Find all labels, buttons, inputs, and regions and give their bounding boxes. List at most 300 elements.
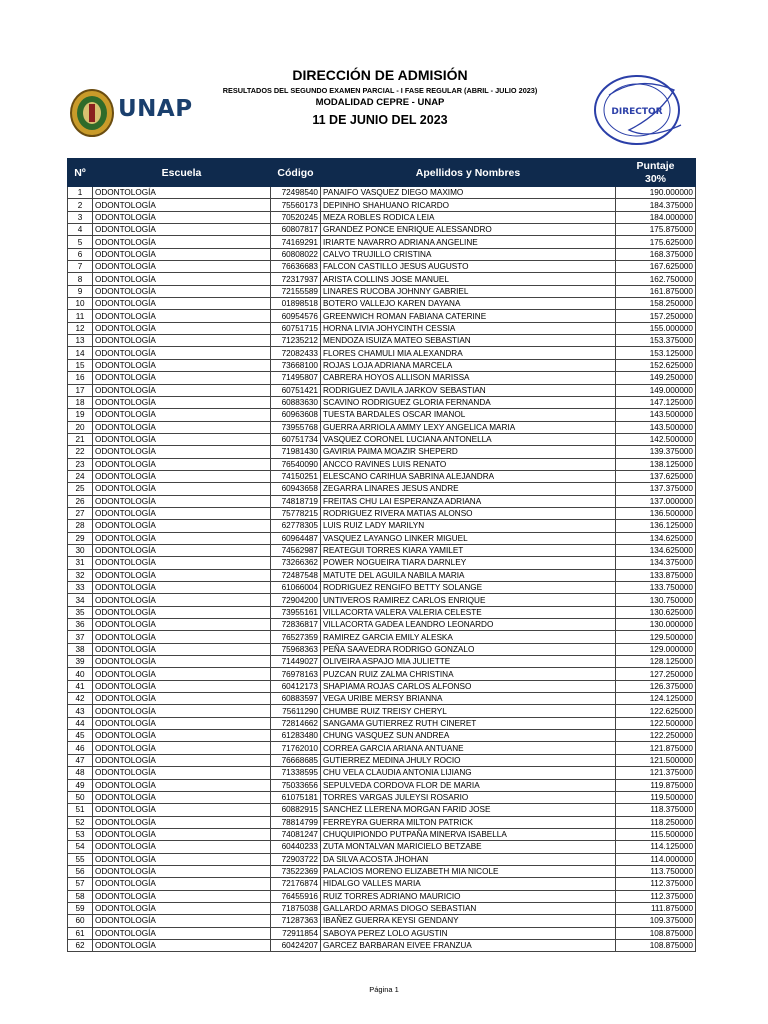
col-number-header: Nº: [68, 159, 93, 187]
row-number: 10: [68, 298, 93, 310]
table-row: [68, 298, 696, 310]
table-row: [68, 273, 696, 285]
name-cell: FREITAS CHU LAI ESPERANZA ADRIANA: [321, 495, 616, 507]
score-cell: 118.375000: [616, 804, 696, 816]
school-cell: ODONTOLOGÍA: [93, 680, 271, 692]
name-cell: TORRES VARGAS JULEYSI ROSARIO: [321, 791, 616, 803]
school-cell: ODONTOLOGÍA: [93, 754, 271, 766]
score-cell: 153.125000: [616, 347, 696, 359]
table-row: [68, 310, 696, 322]
table-row: [68, 754, 696, 766]
name-cell: DA SILVA ACOSTA JHOHAN: [321, 853, 616, 865]
table-row: [68, 730, 696, 742]
code-cell: 73955161: [271, 606, 321, 618]
unap-logo-text: UNAP: [118, 96, 193, 122]
score-cell: 137.000000: [616, 495, 696, 507]
table-row: [68, 656, 696, 668]
code-cell: 61283480: [271, 730, 321, 742]
code-cell: 60808022: [271, 248, 321, 260]
code-cell: 73668100: [271, 359, 321, 371]
score-cell: 153.375000: [616, 335, 696, 347]
school-cell: ODONTOLOGÍA: [93, 878, 271, 890]
code-cell: 75968363: [271, 643, 321, 655]
name-cell: VASQUEZ LAYANGO LINKER MIGUEL: [321, 532, 616, 544]
table-row: [68, 791, 696, 803]
row-number: 39: [68, 656, 93, 668]
code-cell: 74818719: [271, 495, 321, 507]
row-number: 8: [68, 273, 93, 285]
school-cell: ODONTOLOGÍA: [93, 236, 271, 248]
code-cell: 60751734: [271, 433, 321, 445]
score-cell: 119.500000: [616, 791, 696, 803]
name-cell: ELESCANO CARIHUA SABRINA ALEJANDRA: [321, 470, 616, 482]
table-row: [68, 878, 696, 890]
row-number: 48: [68, 767, 93, 779]
code-cell: 76540090: [271, 458, 321, 470]
code-cell: 74081247: [271, 828, 321, 840]
table-row: [68, 693, 696, 705]
code-cell: 76455916: [271, 890, 321, 902]
name-cell: BOTERO VALLEJO KAREN DAYANA: [321, 298, 616, 310]
table-row: [68, 396, 696, 408]
table-row: [68, 668, 696, 680]
code-cell: 01898518: [271, 298, 321, 310]
unap-seal-logo: [69, 88, 115, 138]
score-cell: 108.875000: [616, 939, 696, 951]
table-row: [68, 199, 696, 211]
school-cell: ODONTOLOGÍA: [93, 730, 271, 742]
code-cell: 60963608: [271, 409, 321, 421]
table-row: [68, 520, 696, 532]
score-cell: 162.750000: [616, 273, 696, 285]
code-cell: 76527359: [271, 631, 321, 643]
name-cell: RUIZ TORRES ADRIANO MAURICIO: [321, 890, 616, 902]
score-cell: 121.875000: [616, 742, 696, 754]
modalidad-label: MODALIDAD CEPRE - UNAP: [315, 97, 445, 108]
table-row: [68, 470, 696, 482]
name-cell: POWER NOGUEIRA TIARA DARNLEY: [321, 557, 616, 569]
code-cell: 61075181: [271, 791, 321, 803]
score-cell: 143.500000: [616, 421, 696, 433]
code-cell: 71338595: [271, 767, 321, 779]
score-cell: 184.000000: [616, 211, 696, 223]
name-cell: ZEGARRA LINARES JESUS ANDRE: [321, 483, 616, 495]
code-cell: 71235212: [271, 335, 321, 347]
code-cell: 60954576: [271, 310, 321, 322]
code-cell: 71875038: [271, 902, 321, 914]
code-cell: 60807817: [271, 224, 321, 236]
row-number: 49: [68, 779, 93, 791]
table-row: [68, 841, 696, 853]
school-cell: ODONTOLOGÍA: [93, 643, 271, 655]
row-number: 54: [68, 841, 93, 853]
name-cell: LUIS RUIZ LADY MARILYN: [321, 520, 616, 532]
score-cell: 122.500000: [616, 717, 696, 729]
school-cell: ODONTOLOGÍA: [93, 915, 271, 927]
name-cell: OLIVEIRA ASPAJO MIA JULIETTE: [321, 656, 616, 668]
name-cell: VEGA URIBE MERSY BRIANNA: [321, 693, 616, 705]
code-cell: 60882915: [271, 804, 321, 816]
score-cell: 115.500000: [616, 828, 696, 840]
name-cell: SHAPIAMA ROJAS CARLOS ALFONSO: [321, 680, 616, 692]
code-cell: 72498540: [271, 187, 321, 199]
row-number: 35: [68, 606, 93, 618]
name-cell: MEZA ROBLES RODICA LEIA: [321, 211, 616, 223]
code-cell: 73522369: [271, 865, 321, 877]
school-cell: ODONTOLOGÍA: [93, 298, 271, 310]
score-cell: 130.000000: [616, 619, 696, 631]
table-row: [68, 890, 696, 902]
table-row: [68, 211, 696, 223]
name-cell: GAVIRIA PAIMA MOAZIR SHEPERD: [321, 446, 616, 458]
score-cell: 134.625000: [616, 544, 696, 556]
score-cell: 168.375000: [616, 248, 696, 260]
table-row: [68, 853, 696, 865]
school-cell: ODONTOLOGÍA: [93, 495, 271, 507]
school-cell: ODONTOLOGÍA: [93, 902, 271, 914]
table-row: [68, 767, 696, 779]
score-cell: 122.625000: [616, 705, 696, 717]
direction-stamp: [589, 70, 689, 150]
name-cell: ROJAS LOJA ADRIANA MARCELA: [321, 359, 616, 371]
table-row: [68, 421, 696, 433]
row-number: 25: [68, 483, 93, 495]
table-row: [68, 816, 696, 828]
row-number: 18: [68, 396, 93, 408]
row-number: 16: [68, 372, 93, 384]
name-cell: ZUTA MONTALVAN MARICIELO BETZABE: [321, 841, 616, 853]
name-cell: PANAIFO VASQUEZ DIEGO MAXIMO: [321, 187, 616, 199]
school-cell: ODONTOLOGÍA: [93, 557, 271, 569]
school-cell: ODONTOLOGÍA: [93, 187, 271, 199]
table-row: [68, 705, 696, 717]
score-cell: 113.750000: [616, 865, 696, 877]
row-number: 23: [68, 458, 93, 470]
score-cell: 149.000000: [616, 384, 696, 396]
row-number: 19: [68, 409, 93, 421]
name-cell: SANGAMA GUTIERREZ RUTH CINERET: [321, 717, 616, 729]
score-cell: 167.625000: [616, 261, 696, 273]
col-name-header: Apellidos y Nombres: [321, 159, 616, 187]
school-cell: ODONTOLOGÍA: [93, 569, 271, 581]
score-cell: 139.375000: [616, 446, 696, 458]
table-row: [68, 717, 696, 729]
table-row: [68, 557, 696, 569]
school-cell: ODONTOLOGÍA: [93, 520, 271, 532]
name-cell: RODRIGUEZ RIVERA MATIAS ALONSO: [321, 507, 616, 519]
school-cell: ODONTOLOGÍA: [93, 804, 271, 816]
table-row: [68, 779, 696, 791]
table-row: [68, 643, 696, 655]
school-cell: ODONTOLOGÍA: [93, 273, 271, 285]
score-cell: 124.125000: [616, 693, 696, 705]
score-cell: 137.375000: [616, 483, 696, 495]
school-cell: ODONTOLOGÍA: [93, 446, 271, 458]
code-cell: 71762010: [271, 742, 321, 754]
code-cell: 60751715: [271, 322, 321, 334]
score-cell: 137.625000: [616, 470, 696, 482]
name-cell: GUERRA ARRIOLA AMMY LEXY ANGELICA MARIA: [321, 421, 616, 433]
score-cell: 119.875000: [616, 779, 696, 791]
score-cell: 149.250000: [616, 372, 696, 384]
score-cell: 175.875000: [616, 224, 696, 236]
code-cell: 60883597: [271, 693, 321, 705]
school-cell: ODONTOLOGÍA: [93, 335, 271, 347]
table-row: [68, 631, 696, 643]
name-cell: CHUMBE RUIZ TREISY CHERYL: [321, 705, 616, 717]
table-row: [68, 569, 696, 581]
name-cell: DEPINHO SHAHUANO RICARDO: [321, 199, 616, 211]
school-cell: ODONTOLOGÍA: [93, 853, 271, 865]
name-cell: CHUQUIPIONDO PUTPAÑA MINERVA ISABELLA: [321, 828, 616, 840]
school-cell: ODONTOLOGÍA: [93, 631, 271, 643]
row-number: 61: [68, 927, 93, 939]
school-cell: ODONTOLOGÍA: [93, 261, 271, 273]
name-cell: GALLARDO ARMAS DIOGO SEBASTIAN: [321, 902, 616, 914]
row-number: 38: [68, 643, 93, 655]
school-cell: ODONTOLOGÍA: [93, 939, 271, 951]
row-number: 34: [68, 594, 93, 606]
row-number: 55: [68, 853, 93, 865]
school-cell: ODONTOLOGÍA: [93, 693, 271, 705]
table-row: [68, 446, 696, 458]
row-number: 3: [68, 211, 93, 223]
row-number: 44: [68, 717, 93, 729]
svg-text:DIRECTOR: DIRECTOR: [611, 107, 663, 117]
school-cell: ODONTOLOGÍA: [93, 433, 271, 445]
results-table: [67, 158, 696, 952]
row-number: 17: [68, 384, 93, 396]
school-cell: ODONTOLOGÍA: [93, 347, 271, 359]
name-cell: GUTIERREZ MEDINA JHULY ROCIO: [321, 754, 616, 766]
school-cell: ODONTOLOGÍA: [93, 717, 271, 729]
name-cell: PUZCAN RUIZ ZALMA CHRISTINA: [321, 668, 616, 680]
score-cell: 157.250000: [616, 310, 696, 322]
name-cell: FERREYRA GUERRA MILTON PATRICK: [321, 816, 616, 828]
name-cell: CHU VELA CLAUDIA ANTONIA LIJIANG: [321, 767, 616, 779]
school-cell: ODONTOLOGÍA: [93, 656, 271, 668]
score-cell: 118.250000: [616, 816, 696, 828]
score-cell: 129.500000: [616, 631, 696, 643]
table-row: [68, 495, 696, 507]
row-number: 9: [68, 285, 93, 297]
name-cell: SCAVINO RODRIGUEZ GLORIA FERNANDA: [321, 396, 616, 408]
row-number: 43: [68, 705, 93, 717]
table-row: [68, 261, 696, 273]
code-cell: 71449027: [271, 656, 321, 668]
table-row: [68, 582, 696, 594]
name-cell: HIDALGO VALLES MARIA: [321, 878, 616, 890]
school-cell: ODONTOLOGÍA: [93, 828, 271, 840]
table-row: [68, 927, 696, 939]
table-row: [68, 224, 696, 236]
score-cell: 184.375000: [616, 199, 696, 211]
code-cell: 72487548: [271, 569, 321, 581]
title-block: [200, 66, 560, 128]
row-number: 24: [68, 470, 93, 482]
table-row: [68, 187, 696, 199]
code-cell: 78814799: [271, 816, 321, 828]
score-cell: 175.625000: [616, 236, 696, 248]
name-cell: VILLACORTA GADEA LEANDRO LEONARDO: [321, 619, 616, 631]
row-number: 62: [68, 939, 93, 951]
table-row: [68, 458, 696, 470]
row-number: 30: [68, 544, 93, 556]
school-cell: ODONTOLOGÍA: [93, 582, 271, 594]
score-cell: 108.875000: [616, 927, 696, 939]
score-cell: 112.375000: [616, 890, 696, 902]
code-cell: 74169291: [271, 236, 321, 248]
score-cell: 136.125000: [616, 520, 696, 532]
row-number: 50: [68, 791, 93, 803]
row-number: 28: [68, 520, 93, 532]
code-cell: 72814662: [271, 717, 321, 729]
school-cell: ODONTOLOGÍA: [93, 742, 271, 754]
table-row: [68, 335, 696, 347]
score-cell: 111.875000: [616, 902, 696, 914]
row-number: 31: [68, 557, 93, 569]
score-cell: 126.375000: [616, 680, 696, 692]
name-cell: SABOYA PEREZ LOLO AGUSTIN: [321, 927, 616, 939]
table-row: [68, 828, 696, 840]
name-cell: GRANDEZ PONCE ENRIQUE ALESSANDRO: [321, 224, 616, 236]
score-cell: 127.250000: [616, 668, 696, 680]
code-cell: 75033656: [271, 779, 321, 791]
name-cell: CHUNG VASQUEZ SUN ANDREA: [321, 730, 616, 742]
table-row: [68, 384, 696, 396]
score-cell: 134.375000: [616, 557, 696, 569]
school-cell: ODONTOLOGÍA: [93, 470, 271, 482]
row-number: 52: [68, 816, 93, 828]
document-header: [0, 0, 768, 160]
row-number: 41: [68, 680, 93, 692]
table-row: [68, 507, 696, 519]
row-number: 15: [68, 359, 93, 371]
name-cell: REATEGUI TORRES KIARA YAMILET: [321, 544, 616, 556]
score-cell: 122.250000: [616, 730, 696, 742]
table-row: [68, 483, 696, 495]
school-cell: ODONTOLOGÍA: [93, 359, 271, 371]
score-cell: 143.500000: [616, 409, 696, 421]
row-number: 36: [68, 619, 93, 631]
name-cell: IRIARTE NAVARRO ADRIANA ANGELINE: [321, 236, 616, 248]
score-cell: 129.000000: [616, 643, 696, 655]
score-cell: 114.125000: [616, 841, 696, 853]
row-number: 60: [68, 915, 93, 927]
score-cell: 190.000000: [616, 187, 696, 199]
name-cell: MENDOZA ISUIZA MATEO SEBASTIAN: [321, 335, 616, 347]
name-cell: CORREA GARCIA ARIANA ANTUANE: [321, 742, 616, 754]
code-cell: 73955768: [271, 421, 321, 433]
table-row: [68, 680, 696, 692]
row-number: 53: [68, 828, 93, 840]
row-number: 56: [68, 865, 93, 877]
score-cell: 161.875000: [616, 285, 696, 297]
table-row: [68, 359, 696, 371]
name-cell: VASQUEZ CORONEL LUCIANA ANTONELLA: [321, 433, 616, 445]
row-number: 51: [68, 804, 93, 816]
score-cell: 142.500000: [616, 433, 696, 445]
row-number: 12: [68, 322, 93, 334]
row-number: 26: [68, 495, 93, 507]
score-cell: 138.125000: [616, 458, 696, 470]
table-row: [68, 865, 696, 877]
name-cell: RAMIREZ GARCIA EMILY ALESKA: [321, 631, 616, 643]
school-cell: ODONTOLOGÍA: [93, 816, 271, 828]
name-cell: RODRIGUEZ RENGIFO BETTY SOLANGE: [321, 582, 616, 594]
name-cell: MATUTE DEL AGUILA NABILA MARIA: [321, 569, 616, 581]
row-number: 27: [68, 507, 93, 519]
row-number: 57: [68, 878, 93, 890]
school-cell: ODONTOLOGÍA: [93, 211, 271, 223]
code-cell: 71495807: [271, 372, 321, 384]
name-cell: SANCHEZ LLERENA MORGAN FARID JOSE: [321, 804, 616, 816]
code-cell: 72317937: [271, 273, 321, 285]
school-cell: ODONTOLOGÍA: [93, 372, 271, 384]
row-number: 13: [68, 335, 93, 347]
row-number: 6: [68, 248, 93, 260]
table-row: [68, 939, 696, 951]
name-cell: GARCEZ BARBARAN EIVEE FRANZUA: [321, 939, 616, 951]
score-cell: 134.625000: [616, 532, 696, 544]
name-cell: LINARES RUCOBA JOHNNY GABRIEL: [321, 285, 616, 297]
row-number: 37: [68, 631, 93, 643]
table-row: [68, 409, 696, 421]
table-row: [68, 322, 696, 334]
code-cell: 72176874: [271, 878, 321, 890]
school-cell: ODONTOLOGÍA: [93, 248, 271, 260]
code-cell: 74150251: [271, 470, 321, 482]
code-cell: 76978163: [271, 668, 321, 680]
row-number: 14: [68, 347, 93, 359]
row-number: 2: [68, 199, 93, 211]
school-cell: ODONTOLOGÍA: [93, 532, 271, 544]
name-cell: CABRERA HOYOS ALLISON MARISSA: [321, 372, 616, 384]
school-cell: ODONTOLOGÍA: [93, 544, 271, 556]
code-cell: 72911854: [271, 927, 321, 939]
school-cell: ODONTOLOGÍA: [93, 507, 271, 519]
row-number: 4: [68, 224, 93, 236]
school-cell: ODONTOLOGÍA: [93, 767, 271, 779]
code-cell: 60751421: [271, 384, 321, 396]
row-number: 42: [68, 693, 93, 705]
table-row: [68, 902, 696, 914]
score-cell: 121.500000: [616, 754, 696, 766]
score-cell: 121.375000: [616, 767, 696, 779]
school-cell: ODONTOLOGÍA: [93, 396, 271, 408]
table-row: [68, 619, 696, 631]
code-cell: 60424207: [271, 939, 321, 951]
school-cell: ODONTOLOGÍA: [93, 458, 271, 470]
row-number: 7: [68, 261, 93, 273]
col-code-header: Código: [271, 159, 321, 187]
code-cell: 61066004: [271, 582, 321, 594]
code-cell: 60412173: [271, 680, 321, 692]
row-number: 5: [68, 236, 93, 248]
school-cell: ODONTOLOGÍA: [93, 421, 271, 433]
row-number: 21: [68, 433, 93, 445]
name-cell: ARISTA COLLINS JOSE MANUEL: [321, 273, 616, 285]
score-cell: 114.000000: [616, 853, 696, 865]
school-cell: ODONTOLOGÍA: [93, 483, 271, 495]
code-cell: 60964487: [271, 532, 321, 544]
table-row: [68, 433, 696, 445]
name-cell: UNTIVEROS RAMIREZ CARLOS ENRIQUE: [321, 594, 616, 606]
score-cell: 152.625000: [616, 359, 696, 371]
row-number: 32: [68, 569, 93, 581]
code-cell: 75611290: [271, 705, 321, 717]
code-cell: 76636683: [271, 261, 321, 273]
